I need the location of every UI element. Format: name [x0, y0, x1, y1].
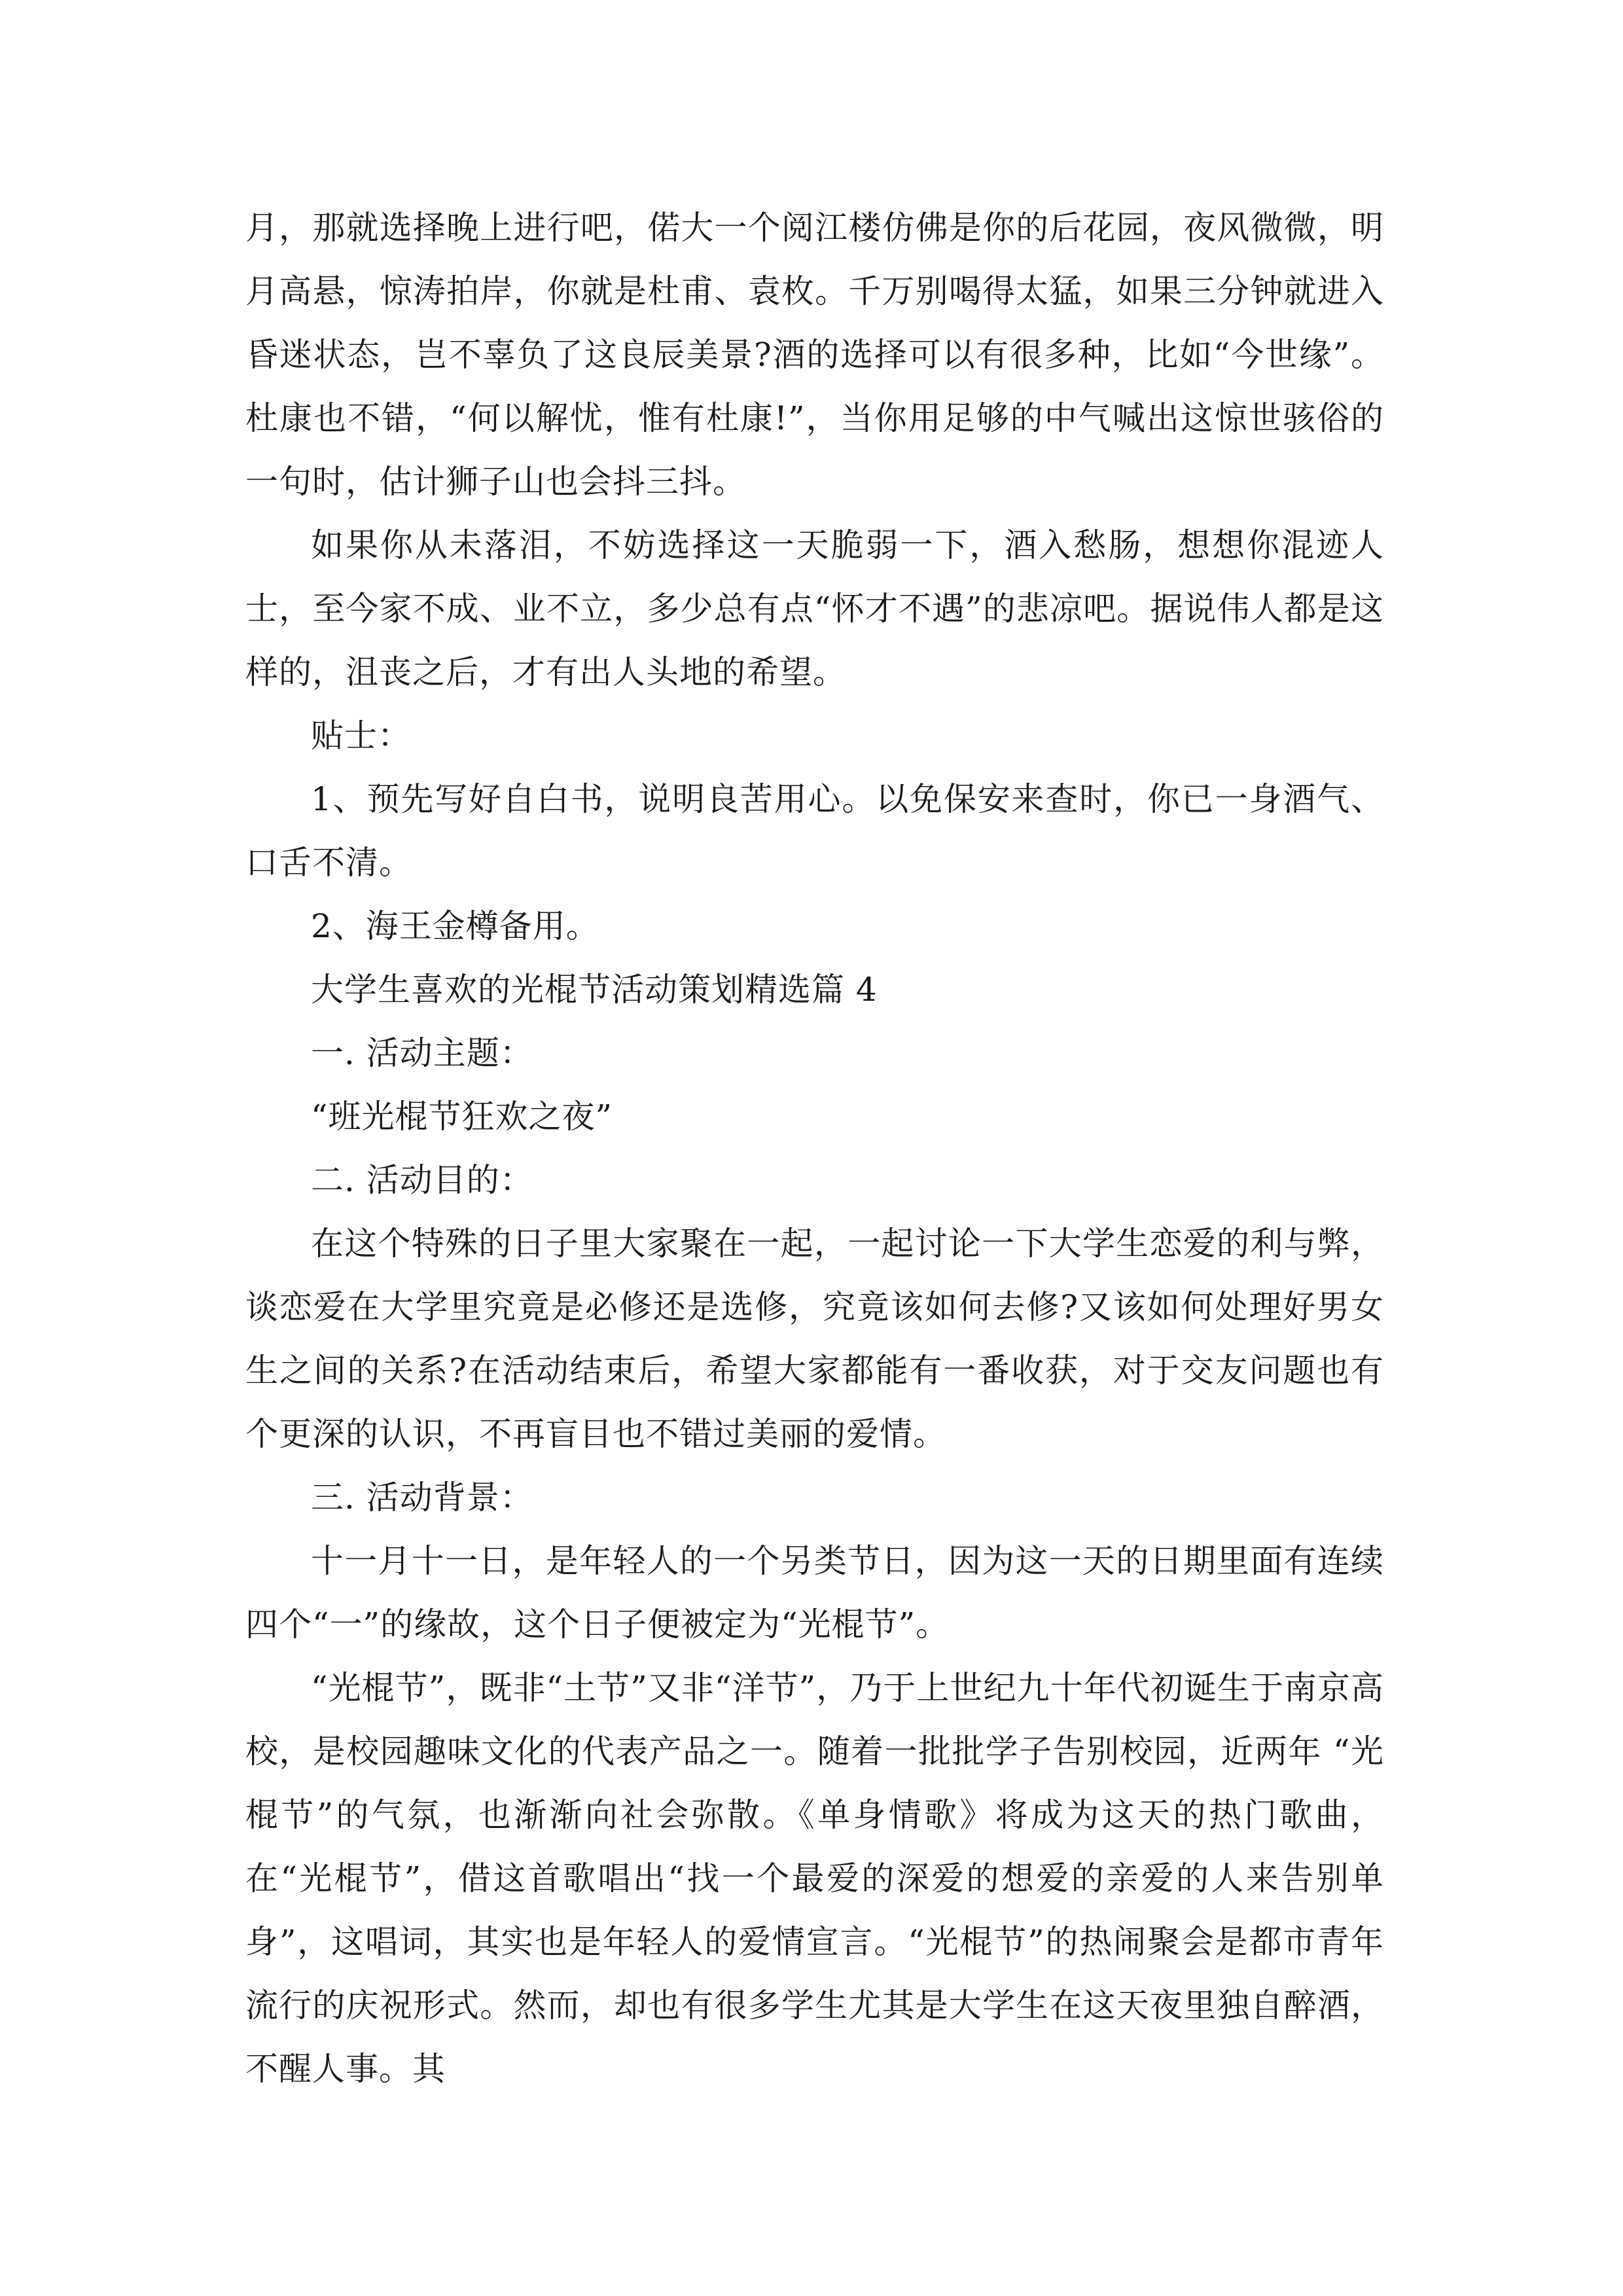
paragraph-2: 如果你从未落泪，不妨选择这一天脆弱一下，酒入愁肠，想想你混迹人士，至今家不成、业不立，多少总有点“怀才不遇”的悲凉吧。据说伟人都是这样的，沮丧之后，才有出人头地的希望。	[245, 526, 1384, 691]
tip-item-2: 2、海王金樽备用。	[311, 907, 599, 945]
heading-activity-purpose: 二. 活动目的：	[311, 1161, 533, 1199]
document-body	[245, 196, 1384, 2101]
activity-purpose-text: 在这个特殊的日子里大家聚在一起，一起讨论一下大学生恋爱的利与弊，谈恋爱在大学里究竟是必修还是选修，究竟该如何去修?又该如何处理好男女生之间的关系?在活动结束后，希望大家都能有一番收获，对于交友问题也有个更深的认识，不再盲目也不错过美丽的爱情。	[245, 1225, 1384, 1453]
paragraph-1: 月，那就选择晚上进行吧，偌大一个阅江楼仿佛是你的后花园，夜风微微，明月高悬，惊涛拍岸，你就是杜甫、袁枚。千万别喝得太猛，如果三分钟就进入昏迷状态，岂不辜负了这良辰美景?酒的选择可以有很多种，比如“今世缘”。杜康也不错，“何以解忧，惟有杜康!”，当你用足够的中气喊出这惊世骇俗的一句时，估计狮子山也会抖三抖。	[245, 209, 1384, 501]
activity-theme-text: “班光棍节狂欢之夜”	[311, 1098, 613, 1136]
activity-background-text-1: 十一月十一日，是年轻人的一个另类节日，因为这一天的日期里面有连续四个“一”的缘故，这个日子便被定为“光棍节”。	[245, 1542, 1384, 1643]
heading-activity-background: 三. 活动背景：	[311, 1479, 533, 1516]
section-title: 大学生喜欢的光棍节活动策划精选篇 4	[311, 971, 878, 1009]
tip-item-1: 1、预先写好自白书，说明良苦用心。以免保安来查时，你已一身酒气、口舌不清。	[245, 780, 1384, 882]
tips-heading: 贴士：	[311, 717, 411, 755]
activity-background-text-2: “光棍节”，既非“土节”又非“洋节”，乃于上世纪九十年代初诞生于南京高校，是校园趣味文化的代表产品之一。随着一批批学子告别校园，近两年 “光棍节”的气氛，也渐渐向社会弥散。《单身情歌》将成为这天的热门歌曲，在“光棍节”，借这首歌唱出“找一个最爱的深爱的想爱的亲爱的人来告别单身”，这唱词，其实也是年轻人的爱情宣言。“光棍节”的热闹聚会是都市青年流行的庆祝形式。然而，却也有很多学生尤其是大学生在这天夜里独自醉酒，不醒人事。其	[245, 1669, 1384, 2088]
heading-activity-theme: 一. 活动主题：	[311, 1034, 533, 1072]
